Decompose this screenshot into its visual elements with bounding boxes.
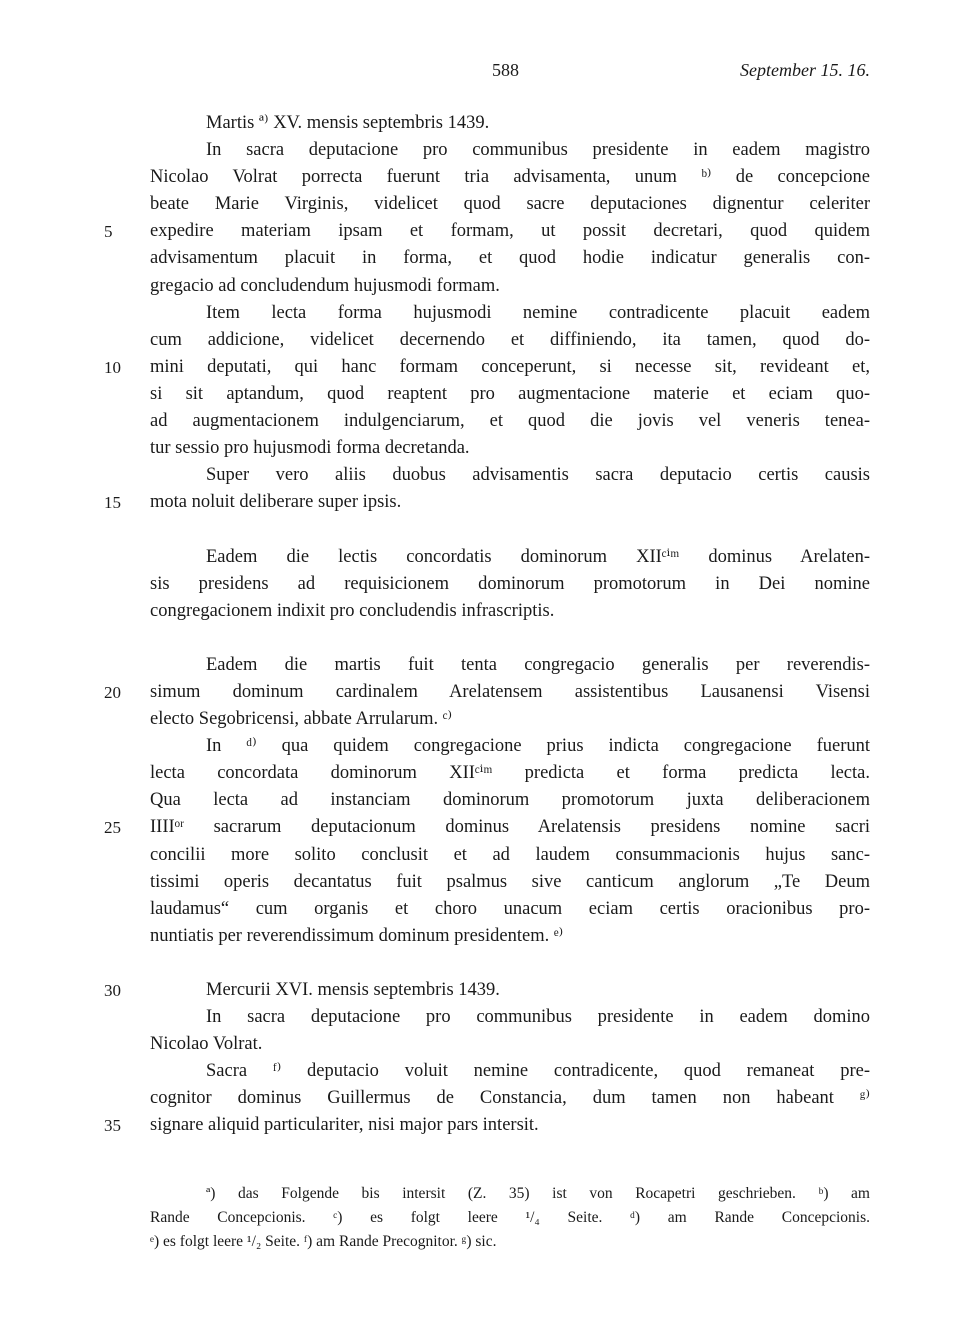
text-line: laudamus“ cum organis et choro unacum eciam certis oracionibus pro- (150, 898, 870, 919)
text-line: gregacio ad concludendum hujusmodi formam. (150, 275, 500, 296)
text-line: sis presidens ad requisicionem dominorum promotorum in Dei nomine (150, 573, 870, 594)
text-line: In sacra deputacione pro communibus presidente in eadem domino (206, 1007, 870, 1028)
line-number: 30 (104, 981, 121, 1000)
text-line: electo Segobricensi, abbate Arrularum. ᶜ⁾ (150, 709, 453, 730)
text-line: Qua lecta ad instanciam dominorum promotorum juxta deliberacionem (150, 790, 870, 811)
text-line: ad augmentacionem indulgenciarum, et quod die jovis vel veneris tenea- (150, 411, 870, 432)
text-line: cum addicione, videlicet decernendo et diffiniendo, ita tamen, quod do- (150, 329, 870, 350)
text-line: congregacionem indixit pro concludendis infrascriptis. (150, 600, 555, 621)
text-line: concilii more solito conclusit et ad laudem consummacionis hujus sanc- (150, 844, 870, 865)
paragraph-gap (150, 950, 870, 977)
line-number: 15 (104, 493, 121, 513)
text-line: In ᵈ⁾ qua quidem congregacione prius indicta congregacione fuerunt (206, 736, 870, 757)
line-number: 25 (104, 818, 121, 838)
footnotes (150, 1182, 870, 1254)
text-line: Item lecta forma hujusmodi nemine contradicente placuit eadem (206, 302, 870, 323)
text-line: Sacra ᶠ⁾ deputacio voluit nemine contradicente, quod remaneat pre- (206, 1061, 870, 1082)
text-line: cognitor dominus Guillermus de Constancia, dum tamen non habeant ᵍ⁾ (150, 1088, 870, 1109)
text-line: 15 mota noluit deliberare super ipsis. (150, 489, 870, 516)
text-line: 35 signare aliquid particulariter, nisi major pars intersit. (150, 1112, 870, 1139)
text-line: Nicolao Volrat porrecta fuerunt tria advisamenta, unum ᵇ⁾ de concepcione (150, 167, 870, 188)
text-line: Martis ª⁾ XV. mensis septembris 1439. (206, 113, 490, 133)
text-line: Nicolao Volrat. (150, 1034, 263, 1055)
text-line: si sit aptandum, quod reaptent pro augmentacione materie et eciam quo- (150, 383, 870, 404)
paragraph-gap (150, 625, 870, 652)
text-line: tissimi operis decantatus fuit psalmus sive canticum anglorum „Te Deum (150, 871, 870, 892)
text-line: Eadem die martis fuit tenta congregacio generalis per reverendis- (206, 654, 870, 675)
footnote-line: ᵉ) es folgt leere ¹/₂ Seite. ᶠ) am Rande Precognitor. ᵍ) sic. (150, 1233, 497, 1250)
page-header (150, 60, 870, 90)
text-line: Eadem die lectis concordatis dominorum XIIᶜⁱᵐ dominus Arelaten- (206, 546, 870, 567)
text-line: Super vero aliis duobus advisamentis sacra deputacio certis causis (206, 465, 870, 486)
line-number: 20 (104, 682, 121, 702)
text-line: 20 simum dominum cardinalem Arelatensem assistentibus Lausanensi Visensi (150, 679, 870, 706)
paragraph-gap (150, 516, 870, 543)
main-text (104, 110, 870, 1140)
running-head: September 15. 16. (740, 60, 870, 80)
text-line: In sacra deputacione pro communibus presidente in eadem magistro (206, 140, 870, 161)
line-number: 10 (104, 357, 121, 377)
footnote-line: Rande Concepcionis. ᶜ) es folgt leere ¹/₄ Seite. ᵈ) am Rande Concepcionis. (150, 1209, 870, 1226)
line-number: 35 (104, 1116, 121, 1136)
text-line: 5 expedire materiam ipsam et formam, ut possit decretari, quod quidem (150, 218, 870, 245)
text-line: advisamentum placuit in forma, et quod hodie indicatur generalis con- (150, 248, 870, 269)
footnote-line: ª) das Folgende bis intersit (Z. 35) ist von Rocapetri geschrieben. ᵇ) am (206, 1185, 870, 1202)
text-line: tur sessio pro hujusmodi forma decretanda. (150, 438, 470, 459)
text-line: 10 mini deputati, qui hanc formam conceperunt, si necesse sit, revideant et, (150, 354, 870, 381)
text-line: 25 IIIIᵒʳ sacrarum deputacionum dominus Arelatensis presidens nomine sacri (150, 814, 870, 841)
page-number: 588 (492, 60, 519, 80)
text-line: lecta concordata dominorum XIIᶜⁱᵐ predicta et forma predicta lecta. (150, 763, 870, 784)
text-line: 30 Mercurii XVI. mensis septembris 1439. (150, 977, 870, 1004)
text-line: nuntiatis per reverendissimum dominum presidentem. ᵉ⁾ (150, 925, 564, 946)
text-line: beate Marie Virginis, videlicet quod sacre deputaciones dignentur celeriter (150, 194, 870, 215)
line-number: 5 (104, 222, 113, 242)
